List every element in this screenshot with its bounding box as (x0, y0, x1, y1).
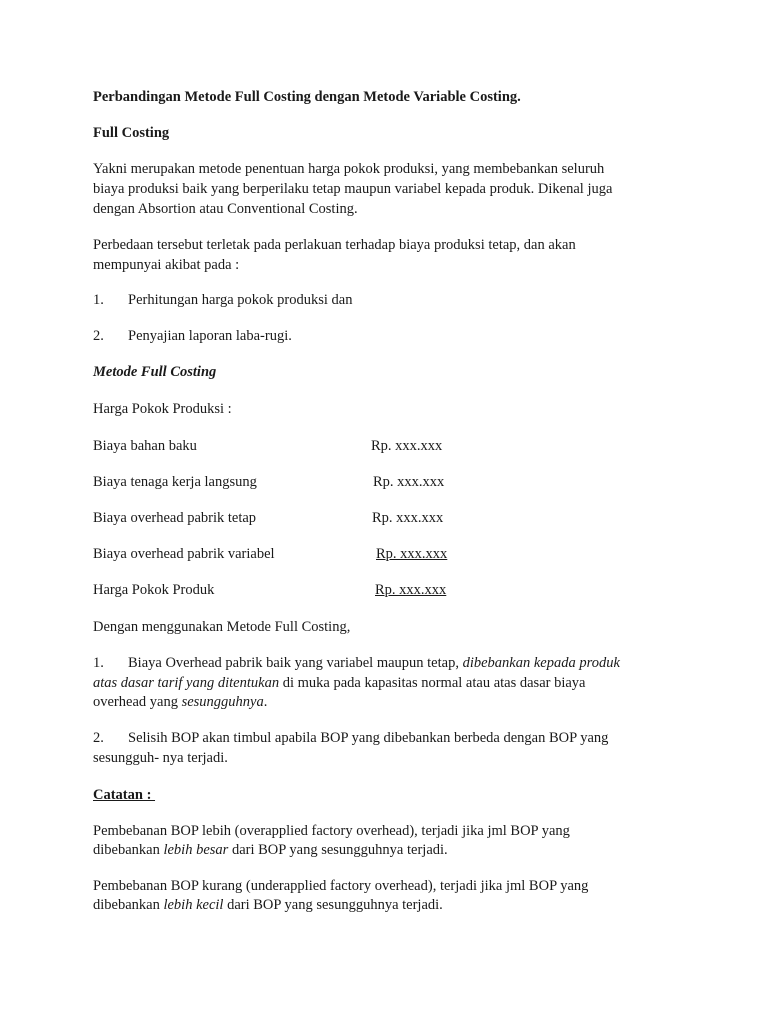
point-emphasis: dibebankan kepada produk (462, 655, 620, 671)
point-text: di muka pada kapasitas normal atau atas dasar biaya (279, 675, 586, 691)
list-item (93, 327, 292, 346)
point-line (93, 693, 267, 712)
list-item (93, 291, 352, 310)
catatan-heading: Catatan : (93, 787, 156, 803)
point-text: overhead yang (93, 694, 182, 710)
point-emphasis: atas dasar tarif yang ditentukan (93, 675, 280, 691)
cost-amount: Rp. xxx.xxx (373, 474, 445, 490)
note-text: dibebankan (93, 897, 164, 913)
cost-amount: Rp. xxx.xxx (375, 582, 447, 598)
note-text: dari BOP yang sesungguhnya terjadi. (223, 897, 443, 913)
definition-line: dengan Absortion atau Conventional Costing. (93, 201, 358, 217)
cost-amount: Rp. xxx.xxx (376, 546, 448, 562)
cost-label: Biaya tenaga kerja langsung (93, 474, 257, 490)
cost-amount: Rp. xxx.xxx (371, 438, 443, 454)
section-heading-full-costing: Full Costing (93, 125, 170, 141)
note-line (93, 896, 443, 915)
list-number: 1. (93, 292, 104, 308)
cost-label: Biaya overhead pabrik tetap (93, 510, 257, 526)
point-line: sesungguh- nya terjadi. (93, 750, 228, 766)
point-line (93, 729, 608, 748)
note-line: Pembebanan BOP lebih (overapplied factory overhead), terjadi jika jml BOP yang (93, 823, 570, 839)
note-emphasis: lebih besar (163, 842, 229, 858)
hpp-label: Harga Pokok Produksi : (93, 401, 232, 417)
list-text: Perhitungan harga pokok produksi dan (128, 292, 353, 308)
list-number: 2. (93, 730, 104, 746)
cost-label: Biaya bahan baku (93, 438, 197, 454)
difference-line: mempunyai akibat pada : (93, 257, 240, 273)
point-line (93, 654, 620, 673)
cost-label: Harga Pokok Produk (93, 582, 215, 598)
point-emphasis: sesungguhnya (181, 694, 264, 710)
definition-line: biaya produksi baik yang berperilaku tetap maupun variabel kepada produk. Dikenal juga (93, 181, 613, 197)
difference-line: Perbedaan tersebut terletak pada perlakuan terhadap biaya produksi tetap, dan akan (93, 237, 576, 253)
list-number: 1. (93, 655, 104, 671)
note-emphasis: lebih kecil (163, 897, 224, 913)
point-text: Biaya Overhead pabrik baik yang variabel maupun tetap, (128, 655, 463, 671)
cost-label: Biaya overhead pabrik variabel (93, 546, 275, 562)
using-method-text: Dengan menggunakan Metode Full Costing, (93, 619, 351, 635)
note-line (93, 841, 448, 860)
point-line (93, 674, 586, 693)
point-text: Selisih BOP akan timbul apabila BOP yang dibebankan berbeda dengan BOP yang (128, 730, 609, 746)
note-line: Pembebanan BOP kurang (underapplied factory overhead), terjadi jika jml BOP yang (93, 878, 589, 894)
document-title: Perbandingan Metode Full Costing dengan Metode Variable Costing. (93, 89, 521, 105)
note-text: dibebankan (93, 842, 164, 858)
definition-line: Yakni merupakan metode penentuan harga pokok produksi, yang membebankan seluruh (93, 161, 605, 177)
point-text: . (263, 694, 268, 710)
cost-amount: Rp. xxx.xxx (372, 510, 444, 526)
method-heading: Metode Full Costing (93, 364, 217, 380)
list-number: 2. (93, 328, 104, 344)
note-text: dari BOP yang sesungguhnya terjadi. (228, 842, 448, 858)
list-text: Penyajian laporan laba-rugi. (128, 328, 292, 344)
